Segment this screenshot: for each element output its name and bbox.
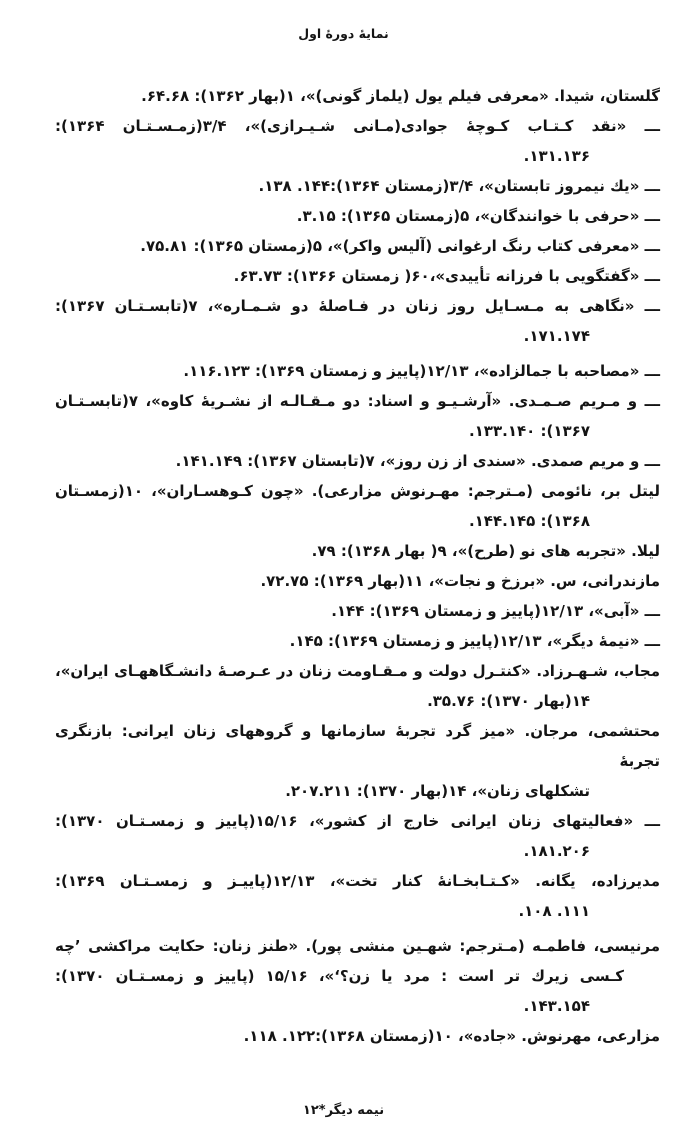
- index-entry-line: محتشمی، مرجان. «میز گرد تجربۀ سازمانها و گروههای زنان ایرانی: بازنگری تجربۀ: [55, 722, 660, 770]
- index-entry-line: ۱۴۳.۱۵۴.: [523, 997, 590, 1015]
- index-entry-line: مازندرانی، س. «برزخ و نجات»، ۱۱(بهار ۱۳۶۹): ۷۲.۷۵.: [260, 572, 660, 590]
- index-entry-line: ۱۸۱.۲۰۶.: [523, 842, 590, 860]
- index-entry-line: تشکلهای زنان»، ۱۴(بهار ۱۳۷۰): ۲۰۷.۲۱۱.: [285, 782, 590, 800]
- page-title: نمایۀ دورۀ اول: [298, 26, 389, 41]
- index-entry-line: ۱۱۱. ۱۰۸.: [518, 902, 590, 920]
- index-entry-line: ـــ «معرفی کتاب رنگ ارغوانی (آلیس واکر)»، ۵(زمستان ۱۳۶۵): ۷۵.۸۱.: [140, 237, 660, 255]
- index-entry-line: ـــ «آبی»، ۱۲/۱۳(پاییز و زمستان ۱۳۶۹): ۱۴۴.: [331, 602, 660, 620]
- index-entry-line: ـــ «حرفی با خوانندگان»، ۵(زمستان ۱۳۶۵): ۳.۱۵.: [296, 207, 660, 225]
- index-entry-line: لیلا. «تجربه های نو (طرح)»، ۹( بهار ۱۳۶۸): ۷۹.: [311, 542, 660, 560]
- index-entry-line: ـــ «یك نیمروز تابستان»، ۳/۴(زمستان ۱۳۶۴):۱۴۴. ۱۳۸.: [258, 177, 660, 195]
- index-entry-line: ۱۴(بهار ۱۳۷۰): ۳۵.۷۶.: [427, 692, 590, 710]
- index-entry-line: ـــ و مریم صمدی. «سندی از زن روز»، ۷(تابستان ۱۳۶۷): ۱۴۱.۱۴۹.: [175, 452, 660, 470]
- index-entry-line: مدیرزاده، یگانه. «کـتـابخـانۀ کنار تخت»، ۱۲/۱۳(پاییـز و زمسـتـان ۱۳۶۹):: [55, 872, 660, 890]
- index-entry-line: ـــ «فعالیتهای زنان ایرانی خارج از کشور»، ۱۵/۱۶(پاییز و زمسـتـان ۱۳۷۰):: [55, 812, 660, 830]
- index-entry-line: ـــ «گفتگویی با فرزانه تأییدی»،۶۰( زمستان ۱۳۶۶): ۶۳.۷۳.: [233, 267, 660, 285]
- index-entry-line: گلستان، شیدا. «معرفی فیلم یول (یلماز گونی)»، ۱(بهار ۱۳۶۲): ۶۴.۶۸.: [141, 87, 660, 105]
- index-entry-line: ـــ و مـریم صـمـدی. «آرشـیـو و اسناد: دو مـقـالـه از نشـریۀ کاوه»، ۷(تابسـتـان: [55, 392, 660, 410]
- index-entry-line: مجاب، شـهـرزاد. «کنتـرل دولت و مـقـاومت زنان در عـرصـۀ دانشـگاههـای ایران»،: [55, 662, 660, 680]
- index-entry-line: مزارعی، مهرنوش. «جاده»، ۱۰(زمستان ۱۳۶۸):۱۲۲. ۱۱۸.: [243, 1027, 660, 1045]
- index-entry-line: ـــ «مصاحبه با جمالزاده»، ۱۲/۱۳(پاییز و زمستان ۱۳۶۹): ۱۱۶.۱۲۳.: [183, 362, 660, 380]
- page-footer: نیمه دیگر*۱۲: [302, 1103, 385, 1118]
- index-entry-line: ـــ «نیمۀ دیگر»، ۱۲/۱۳(پاییز و زمستان ۱۳۶۹): ۱۴۵.: [289, 632, 660, 650]
- bibliography: [55, 81, 660, 1051]
- index-entry-line: ۱۷۱.۱۷۴.: [523, 327, 590, 345]
- index-entry-line: ۱۳۶۷): ۱۳۳.۱۴۰.: [468, 422, 590, 440]
- index-entry-line: ـــ «نقد کـتـاب کـوچۀ جوادی(مـانی شـیـرازی)»، ۳/۴(زمـسـتـان ۱۳۶۴):: [55, 117, 661, 135]
- index-entry-line: کـسی زیرك تر است : مرد یا زن؟‘»، ۱۵/۱۶ (پاییز و زمسـتـان ۱۳۷۰):: [55, 967, 625, 985]
- index-entry-line: مرنیسی، فاطمـه (مـترجم: شهـین منشی پور). «طنز زنان: حکایت مراکشی ’چه: [55, 937, 660, 955]
- index-entry-line: ۱۳۱.۱۳۶.: [523, 147, 590, 165]
- index-entry-line: لیتل بر، نائومی (مـترجم: مهـرنوش مزارعی). «چون کـوهسـاران»، ۱۰(زمسـتان: [55, 482, 660, 500]
- index-entry-line: ـــ «نگاهی به مـسـایل روز زنان در فـاصلۀ دو شـمـاره»، ۷(تابسـتـان ۱۳۶۷):: [55, 297, 660, 315]
- index-entry-line: ۱۳۶۸): ۱۴۴.۱۴۵.: [468, 512, 590, 530]
